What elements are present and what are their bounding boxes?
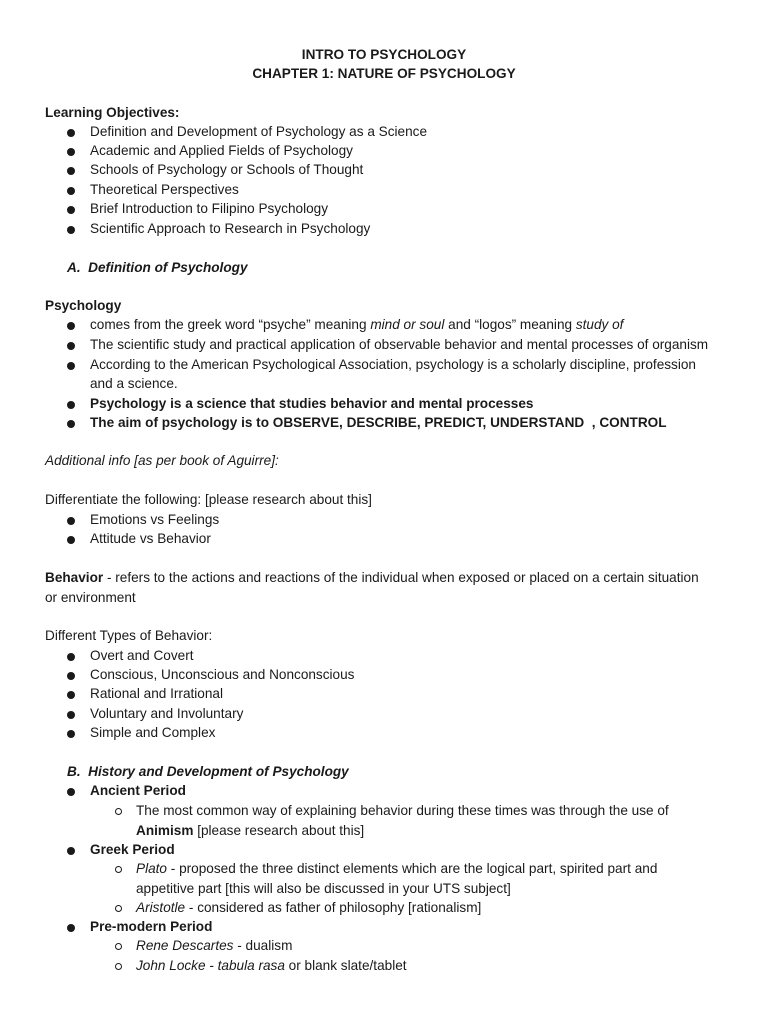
psychology-science-statement: Psychology is a science that studies behavior and mental processes (90, 396, 534, 411)
bullet-icon (67, 187, 75, 195)
bullet-icon (67, 924, 75, 932)
bullet-icon (67, 788, 75, 796)
plato-line1 (136, 861, 657, 876)
bullet-icon (67, 847, 75, 855)
bullet-icon (67, 226, 75, 234)
differentiate-intro: Differentiate the following: [please research about this] (45, 492, 372, 507)
psychology-aim-statement: The aim of psychology is to OBSERVE, DESCRIBE, PREDICT, UNDERSTAND , CONTROL (90, 415, 667, 430)
aristotle-text: - considered as father of philosophy [rationalism] (185, 900, 482, 915)
objective-item: Schools of Psychology or Schools of Thought (90, 162, 364, 177)
ancient-period-label: Ancient Period (90, 783, 186, 798)
apa-definition-line2: and a science. (90, 376, 178, 391)
bullet-icon (67, 536, 75, 544)
bullet-icon (67, 711, 75, 719)
locke-text: or blank slate/tablet (284, 958, 407, 973)
animism-term: Animism (136, 823, 194, 838)
greek-period-label: Greek Period (90, 842, 175, 857)
differentiate-item: Emotions vs Feelings (90, 512, 220, 527)
etymology-text: comes from the greek word “psyche” meaning (90, 317, 371, 332)
differentiate-item: Attitude vs Behavior (90, 531, 211, 546)
tabula-rasa-term: tabula rasa (217, 958, 285, 973)
aristotle-line (136, 900, 481, 915)
bullet-icon (67, 730, 75, 738)
bullet-icon (67, 653, 75, 661)
premodern-period-label: Pre-modern Period (90, 919, 213, 934)
bullet-icon (67, 672, 75, 680)
objectives-heading: Learning Objectives: (45, 105, 180, 120)
psychology-definition: The scientific study and practical application of observable behavior and mental processes of organism (90, 337, 709, 352)
bullet-icon (67, 362, 75, 370)
behavior-type-item: Voluntary and Involuntary (90, 706, 244, 721)
behavior-definition-line2: or environment (45, 590, 136, 605)
locke-name: John Locke (136, 958, 206, 973)
ancient-period-text-line1: The most common way of explaining behavior during these times was through the use of (136, 803, 669, 818)
bullet-icon (67, 148, 75, 156)
etymology-text: and “logos” meaning (444, 317, 576, 332)
sub-bullet-icon (115, 866, 122, 873)
chapter-title: CHAPTER 1: NATURE OF PSYCHOLOGY (252, 66, 516, 81)
ancient-period-text-line2 (136, 823, 364, 838)
plato-name: Plato (136, 861, 167, 876)
objective-item: Scientific Approach to Research in Psychology (90, 221, 371, 236)
sub-bullet-icon (115, 905, 122, 912)
objective-item: Academic and Applied Fields of Psychology (90, 143, 353, 158)
objective-item: Brief Introduction to Filipino Psychology (90, 201, 329, 216)
bullet-icon (67, 167, 75, 175)
behavior-type-item: Conscious, Unconscious and Nonconscious (90, 667, 355, 682)
behavior-types-intro: Different Types of Behavior: (45, 628, 213, 643)
behavior-type-item: Simple and Complex (90, 725, 216, 740)
sub-bullet-icon (115, 963, 122, 970)
animism-note: [please research about this] (193, 823, 365, 838)
plato-line2: appetitive part [this will also be discussed in your UTS subject] (136, 881, 511, 896)
psychology-term: Psychology (45, 298, 122, 313)
behavior-definition-line1 (45, 570, 699, 585)
objective-item: Definition and Development of Psychology as a Science (90, 124, 428, 139)
bullet-icon (67, 420, 75, 428)
objective-item: Theoretical Perspectives (90, 182, 239, 197)
psychology-etymology (90, 317, 623, 332)
apa-definition-line1: According to the American Psychological Association, psychology is a scholarly discipline, profession (90, 357, 696, 372)
bullet-icon (67, 691, 75, 699)
behavior-type-item: Rational and Irrational (90, 686, 223, 701)
etymology-psyche-meaning: mind or soul (370, 317, 445, 332)
locke-dash: - (205, 958, 218, 973)
sub-bullet-icon (115, 808, 122, 815)
additional-info-note: Additional info [as per book of Aguirre]: (45, 453, 279, 468)
behavior-term: Behavior (45, 570, 104, 585)
behavior-type-item: Overt and Covert (90, 648, 194, 663)
bullet-icon (67, 401, 75, 409)
sub-bullet-icon (115, 943, 122, 950)
section-b-heading: B. History and Development of Psychology (67, 764, 349, 779)
descartes-text: - dualism (233, 938, 293, 953)
descartes-name: Rene Descartes (136, 938, 234, 953)
bullet-icon (67, 322, 75, 330)
bullet-icon (67, 517, 75, 525)
section-a-heading: A. Definition of Psychology (67, 260, 248, 275)
plato-text: - proposed the three distinct elements which are the logical part, spirited part and (166, 861, 658, 876)
aristotle-name: Aristotle (136, 900, 186, 915)
bullet-icon (67, 129, 75, 137)
etymology-logos-meaning: study of (575, 317, 624, 332)
locke-line (136, 958, 407, 973)
document-title: INTRO TO PSYCHOLOGY (301, 47, 467, 62)
bullet-icon (67, 206, 75, 214)
bullet-icon (67, 342, 75, 350)
behavior-definition-text: - refers to the actions and reactions of the individual when exposed or placed on a certain situation (103, 570, 699, 585)
descartes-line (136, 938, 292, 953)
